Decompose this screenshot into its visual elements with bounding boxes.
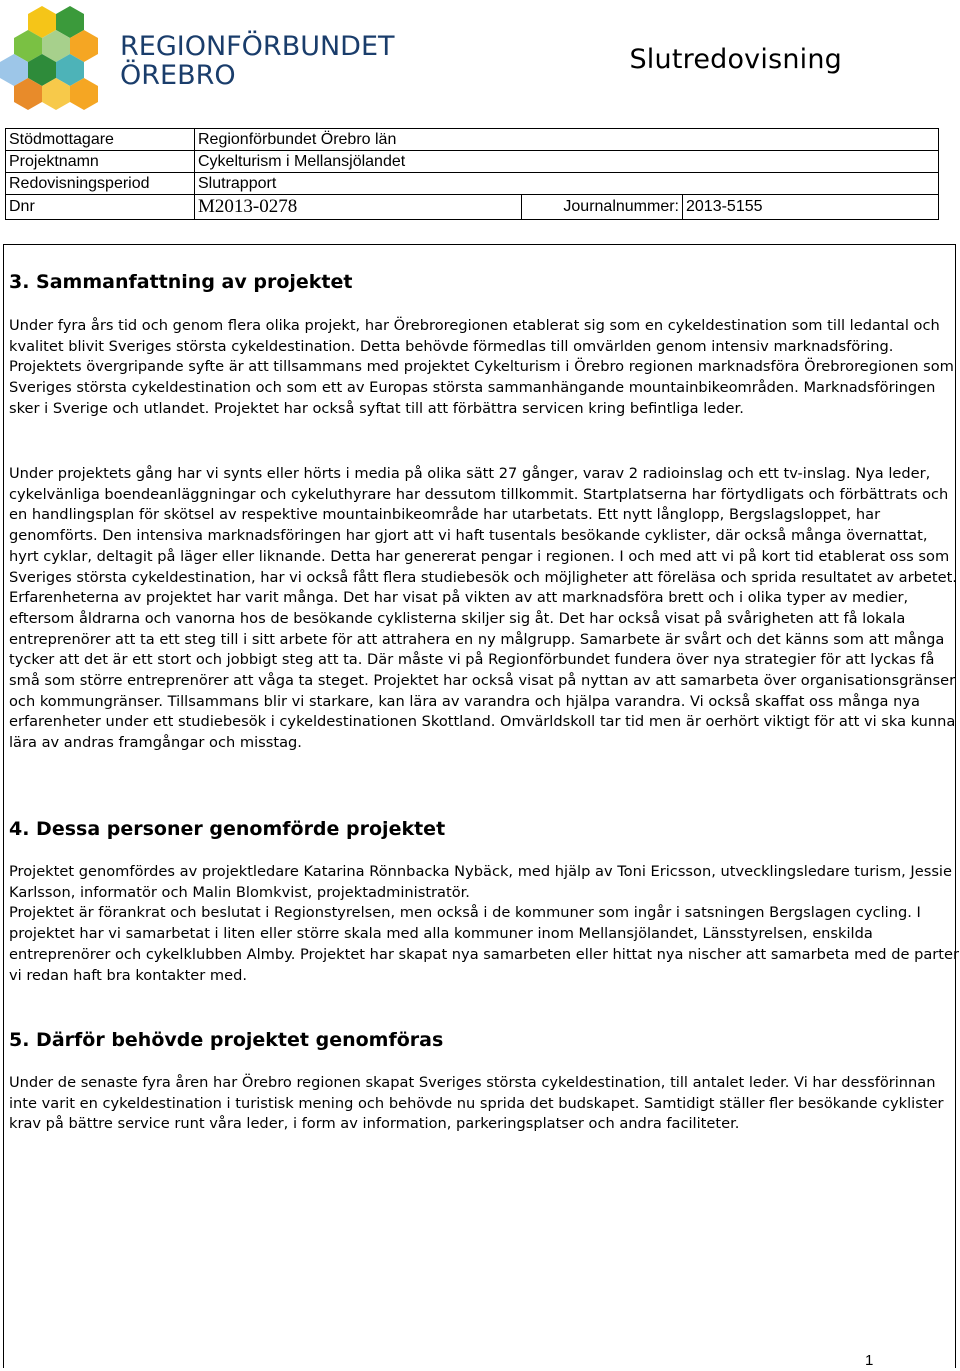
journal-label: Journalnummer: [522,195,683,220]
table-row [6,173,939,195]
dnr-label: Dnr [6,195,195,220]
info-value: Cykelturism i Mellansjölandet [195,151,939,173]
paragraph: Projektet genomfördes av projektledare Katarina Rönnbacka Nybäck, med hjälp av Toni Ericsson, utvecklingsledare turism, Jessie Karlsson, informatör och Malin Blomkvist, projektadministratör. [9,863,952,901]
section-body [9,862,959,986]
table-row [6,151,939,173]
section-body [9,1073,959,1135]
info-value: Slutrapport [195,173,939,195]
paragraph: Under de senaste fyra åren har Örebro regionen skapat Sveriges största cykeldestination, till antalet leder. Vi har dessförinnan inte varit en cykeldestination i turistisk mening och behövde nu sprida det budskapet. Samtidigt ställer fler besökande cyklister krav på bättre service runt våra leder, i form av information, parkeringsplatser och andra faciliteter. [9,1074,944,1133]
org-name-line1: REGIONFÖRBUNDET [120,31,395,62]
paragraph: Projektet är förankrat och beslutat i Regionstyrelsen, men också i de kommuner som ingår i satsningen Bergslagen cycling. I projektet har vi samarbetat i liten eller större skala med alla kommuner inom Mellansjölandet, Länsstyrelsen, enskilda entreprenörer och cykelklubben Almby. Projektet har skapat nya samarbeten eller hittat nya nischer att samarbeta med de parter vi redan haft bra kontakter med. [9,904,959,984]
info-value: Regionförbundet Örebro län [195,129,939,151]
table-row [6,195,939,220]
section-body [9,464,959,754]
info-label: Projektnamn [6,151,195,173]
section-body [9,316,959,420]
document-title: Slutredovisning [629,44,842,75]
logo [0,0,400,112]
info-label: Stödmottagare [6,129,195,151]
org-name-line2: ÖREBRO [120,60,236,91]
dnr-value: M2013-0278 [195,195,522,220]
info-label: Redovisningsperiod [6,173,195,195]
journal-value: 2013-5155 [683,195,939,220]
paragraph: Under fyra års tid och genom flera olika projekt, har Örebroregionen etablerat sig som en cykeldestination som till ledantal och kvalitet blivit Sveriges största cykeldestination. Detta behövde förmedlas till omvärlden genom intensiv marknadsföring. Projektets övergripande syfte är att tillsammans med projektet Cykelturism i Örebro regionen marknadsföra Örebroregionen som Sveriges största cykeldestination och som ett av Europas största sammanhängande mountainbikeområden. Marknadsföringen sker i Sverige och utlandet. Projektet har också syftat till att förbättra servicen kring befintliga leder. [9,317,954,417]
section-heading: 4. Dessa personer genomförde projektet [9,818,446,840]
page-number: 1 [865,1352,874,1369]
section-heading: 3. Sammanfattning av projektet [9,271,353,293]
hexagon-logo-icon [0,0,400,112]
table-row [6,129,939,151]
info-table [5,128,939,220]
paragraph: Under projektets gång har vi synts eller hörts i media på olika sätt 27 gånger, varav 2 radioinslag och ett tv-inslag. Nya leder, cykelvänliga boendeanläggningar och cykeluthyrare har dessutom tillkommit. Startplatserna har förtydligats och förbättrats och en handlingsplan för skötsel av respektive mountainbikeområde har utarbetats. Ett nytt långlopp, Bergslagsloppet, har genomförts. Den intensiva marknadsföringen har gjort att vi haft tusentals besökande cyklister, där också många övernattat, hyrt cyklar, deltagit på läger eller liknande. Detta har genererat pengar i regionen. I och med att vi på kort tid etablerat oss som Sveriges största cykeldestination, har vi också fått flera studiebesök och möjligheter att föreläsa och sprida resultatet av arbetet. Erfarenheterna av projektet har varit många. Det har visat på vikten av att marknadsföra brett och i olika typer av medier, eftersom åldrarna och vanorna hos de besökande cyklisterna skiljer sig åt. Det har också visat på svårigheten att få lokala entreprenörer att ta ett steg till i sitt arbete för att attrahera en ny målgrupp. Samarbete är svårt och det känns som att många tycker att det är ett stort och jobbigt steg att ta. Där måste vi på Regionförbundet fundera över nya strategier för att lyckas få små som större entreprenörer att våga ta steget. Projektet har också visat på nyttan av att samarbeta över organisationsgränser och kommungränser. Tillsammans blir vi starkare, kan lära av varandra och hjälpa varandra. Vi också skaffat oss många nya erfarenheter under ett studiebesök i cykeldestinationen Skottland. Omvärldskoll tar tid men är oerhört viktigt för att vi ska kunna lära av andras framgångar och misstag. [9,465,957,752]
section-heading: 5. Därför behövde projektet genomföras [9,1029,444,1051]
